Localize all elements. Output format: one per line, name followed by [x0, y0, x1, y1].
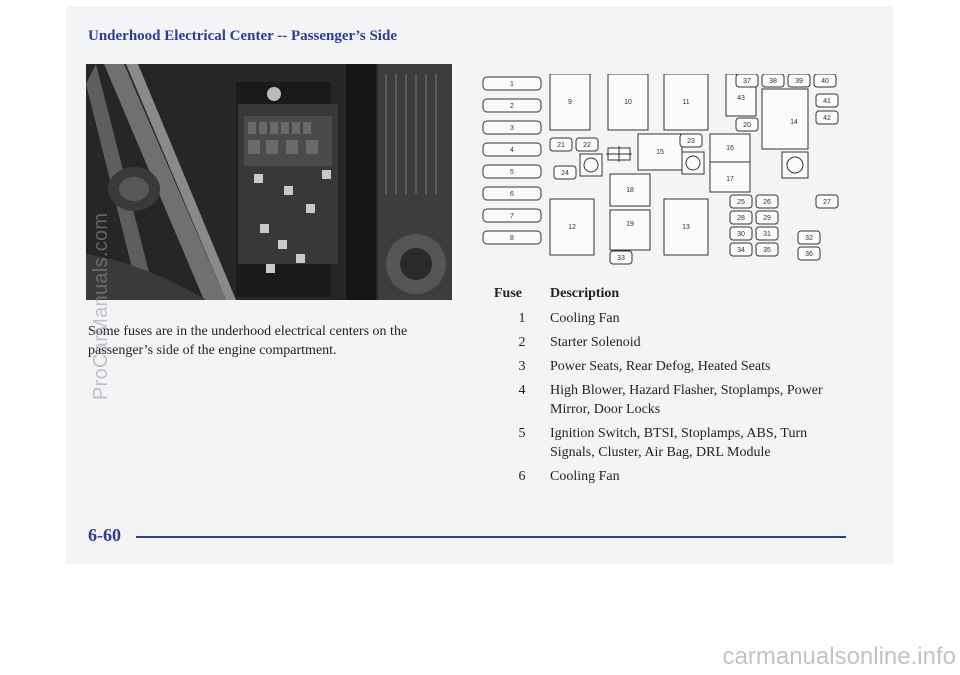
fuse-description: High Blower, Hazard Flasher, Stoplamps, Power Mirror, Door Locks	[550, 383, 823, 417]
fuse-column-header: Fuse	[494, 286, 522, 301]
table-row	[494, 424, 854, 462]
fuse-number: 2	[518, 335, 526, 350]
fuse-description: Cooling Fan	[550, 469, 620, 484]
svg-text:3: 3	[510, 124, 514, 132]
svg-text:11: 11	[682, 98, 690, 106]
table-row	[494, 381, 854, 419]
svg-text:39: 39	[795, 77, 803, 85]
svg-text:20: 20	[743, 121, 751, 129]
table-row	[494, 357, 854, 376]
svg-text:25: 25	[737, 198, 745, 206]
svg-text:26: 26	[763, 198, 771, 206]
fuse-number: 6	[518, 469, 526, 484]
svg-text:40: 40	[821, 77, 829, 85]
svg-text:31: 31	[763, 230, 771, 238]
table-header	[494, 284, 854, 304]
table-row	[494, 467, 854, 486]
fuse-box-diagram	[478, 74, 858, 284]
svg-text:32: 32	[805, 234, 813, 242]
svg-text:14: 14	[790, 118, 798, 126]
svg-text:28: 28	[737, 214, 745, 222]
table-row	[494, 309, 854, 328]
fuse-description: Cooling Fan	[550, 311, 620, 326]
fuse-description: Power Seats, Rear Defog, Heated Seats	[550, 359, 771, 374]
svg-text:30: 30	[737, 230, 745, 238]
fuse-number: 3	[518, 359, 526, 374]
svg-text:42: 42	[823, 114, 831, 122]
svg-text:10: 10	[624, 98, 632, 106]
table-row	[494, 333, 854, 352]
svg-text:38: 38	[769, 77, 777, 85]
svg-text:34: 34	[737, 246, 745, 254]
svg-text:12: 12	[568, 223, 576, 231]
svg-text:21: 21	[557, 141, 565, 149]
svg-text:7: 7	[510, 212, 514, 220]
intro-paragraph: Some fuses are in the underhood electrical centers on the passenger’s side of the engine compartment.	[88, 324, 408, 358]
section-title: Underhood Electrical Center -- Passenger’s Side	[88, 28, 397, 44]
svg-text:33: 33	[617, 254, 625, 262]
svg-text:1: 1	[510, 80, 514, 88]
svg-text:5: 5	[510, 168, 514, 176]
svg-text:2: 2	[510, 102, 514, 110]
fuse-number: 5	[518, 426, 526, 441]
svg-text:27: 27	[823, 198, 831, 206]
svg-text:4: 4	[510, 146, 514, 154]
footer-divider	[136, 536, 846, 538]
svg-text:35: 35	[763, 246, 771, 254]
fuse-number: 1	[518, 311, 526, 326]
svg-text:43: 43	[737, 94, 745, 102]
fuse-number: 4	[518, 383, 526, 398]
svg-text:16: 16	[726, 144, 734, 152]
site-watermark: carmanualsonline.info	[722, 643, 956, 670]
svg-text:17: 17	[726, 175, 734, 183]
svg-text:37: 37	[743, 77, 751, 85]
svg-text:29: 29	[763, 214, 771, 222]
svg-text:8: 8	[510, 234, 514, 242]
relay-19	[610, 210, 650, 250]
relay-14	[762, 89, 808, 149]
svg-text:18: 18	[626, 186, 634, 194]
svg-text:24: 24	[561, 169, 569, 177]
svg-text:9: 9	[568, 98, 572, 106]
engine-compartment-photo	[86, 64, 452, 300]
side-watermark: ProCarManuals.com	[90, 212, 112, 400]
fuse-description: Starter Solenoid	[550, 335, 641, 350]
svg-text:22: 22	[583, 141, 591, 149]
description-column-header: Description	[550, 286, 620, 301]
svg-text:41: 41	[823, 97, 831, 105]
svg-text:19: 19	[626, 220, 634, 228]
svg-text:6: 6	[510, 190, 514, 198]
fuse-description: Ignition Switch, BTSI, Stoplamps, ABS, Turn Signals, Cluster, Air Bag, DRL Module	[550, 426, 808, 460]
svg-text:23: 23	[687, 137, 695, 145]
svg-text:36: 36	[805, 250, 813, 258]
fuse-description-table	[494, 284, 854, 486]
svg-text:15: 15	[656, 148, 664, 156]
page-number: 6-60	[88, 525, 121, 545]
svg-text:13: 13	[682, 223, 690, 231]
